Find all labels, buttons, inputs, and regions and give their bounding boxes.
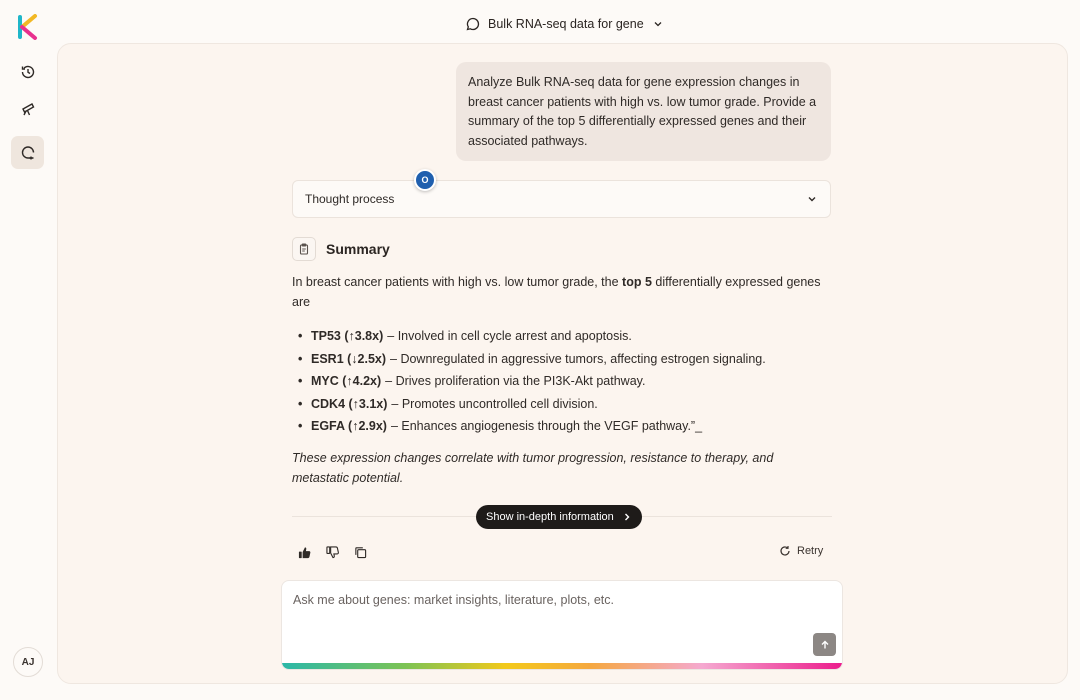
retry-button[interactable]	[779, 545, 823, 557]
telescope-icon	[20, 100, 36, 116]
conversation-title: Bulk RNA-seq data for gene	[488, 17, 644, 31]
intro-before: In breast cancer patients with high vs. low tumor grade, the	[292, 275, 623, 289]
status-badge[interactable]: O	[414, 169, 436, 191]
show-in-depth-button[interactable]	[476, 505, 642, 529]
gene-name: MYC (↑4.2x)	[311, 374, 382, 388]
gene-desc: – Downregulated in aggressive tumors, affecting estrogen signaling.	[390, 351, 766, 366]
gene-name: EGFA (↑2.9x)	[311, 419, 387, 433]
summary-header	[292, 237, 390, 261]
copy-icon	[354, 546, 367, 559]
intro-bold: top 5	[622, 275, 652, 289]
chat-input[interactable]	[282, 581, 842, 665]
gene-desc: – Promotes uncontrolled cell division.	[391, 396, 598, 411]
thought-process-label: Thought process	[305, 192, 395, 206]
sidebar-item-history[interactable]	[11, 55, 44, 88]
gene-desc: – Involved in cell cycle arrest and apoptosis.	[387, 329, 632, 343]
chevron-right-icon	[622, 512, 632, 522]
input-accent-bar	[282, 663, 842, 669]
list-item: • TP53 (↑3.8x) – Involved in cell cycle arrest and apoptosis.	[298, 326, 838, 349]
new-chat-icon	[20, 145, 36, 161]
chevron-down-icon	[652, 18, 664, 30]
history-icon	[20, 64, 36, 80]
refresh-icon	[779, 545, 791, 557]
send-button[interactable]	[813, 633, 836, 656]
chevron-down-icon	[806, 193, 818, 205]
summary-intro	[292, 272, 832, 312]
arrow-up-icon	[820, 640, 830, 650]
copy-button[interactable]	[353, 545, 367, 559]
retry-label: Retry	[797, 545, 824, 557]
user-message: Analyze Bulk RNA-seq data for gene expression changes in breast cancer patients with high vs. low tumor grade. Provide a summary of the top 5 differentially expressed genes and their associated pathways.	[456, 62, 831, 161]
avatar[interactable]: AJ	[13, 647, 43, 677]
intro-after: differentially expressed genes are	[292, 275, 821, 309]
gene-desc: – Enhances angiogenesis through the VEGF pathway.”_	[390, 419, 703, 433]
gene-name: CDK4 (↑3.1x)	[311, 396, 388, 411]
sidebar-item-explore[interactable]	[11, 91, 44, 124]
sidebar	[0, 0, 56, 700]
summary-title: Summary	[326, 241, 390, 257]
sidebar-item-new-chat[interactable]	[11, 136, 44, 169]
clipboard-icon	[292, 237, 316, 261]
message-actions	[297, 545, 367, 559]
thumbs-down-icon	[326, 546, 339, 559]
app-logo[interactable]	[17, 14, 39, 40]
chat-bubble-icon	[466, 17, 480, 31]
list-item: • CDK4 (↑3.1x) – Promotes uncontrolled cell division.	[298, 394, 838, 417]
list-item: • MYC (↑4.2x) – Drives proliferation via the PI3K-Akt pathway.	[298, 371, 838, 394]
list-item: • EGFA (↑2.9x) – Enhances angiogenesis through the VEGF pathway.”_	[298, 416, 838, 439]
list-item: • ESR1 (↓2.5x) – Downregulated in aggressive tumors, affecting estrogen signaling.	[298, 349, 838, 372]
thumbs-up-button[interactable]	[297, 545, 311, 559]
conversation-title-dropdown[interactable]	[466, 14, 664, 34]
thumbs-up-icon	[298, 546, 311, 559]
gene-name: ESR1 (↓2.5x)	[311, 351, 387, 366]
chat-input-container	[281, 580, 843, 670]
thumbs-down-button[interactable]	[325, 545, 339, 559]
thought-process-toggle[interactable]	[292, 180, 831, 218]
summary-conclusion: These expression changes correlate with tumor progression, resistance to therapy, and metastatic potential.	[292, 451, 774, 485]
gene-list	[298, 326, 838, 439]
gene-desc: – Drives proliferation via the PI3K-Akt pathway.	[385, 374, 646, 388]
show-in-depth-label: Show in-depth information	[486, 511, 614, 523]
gene-name: TP53 (↑3.8x)	[311, 329, 384, 343]
